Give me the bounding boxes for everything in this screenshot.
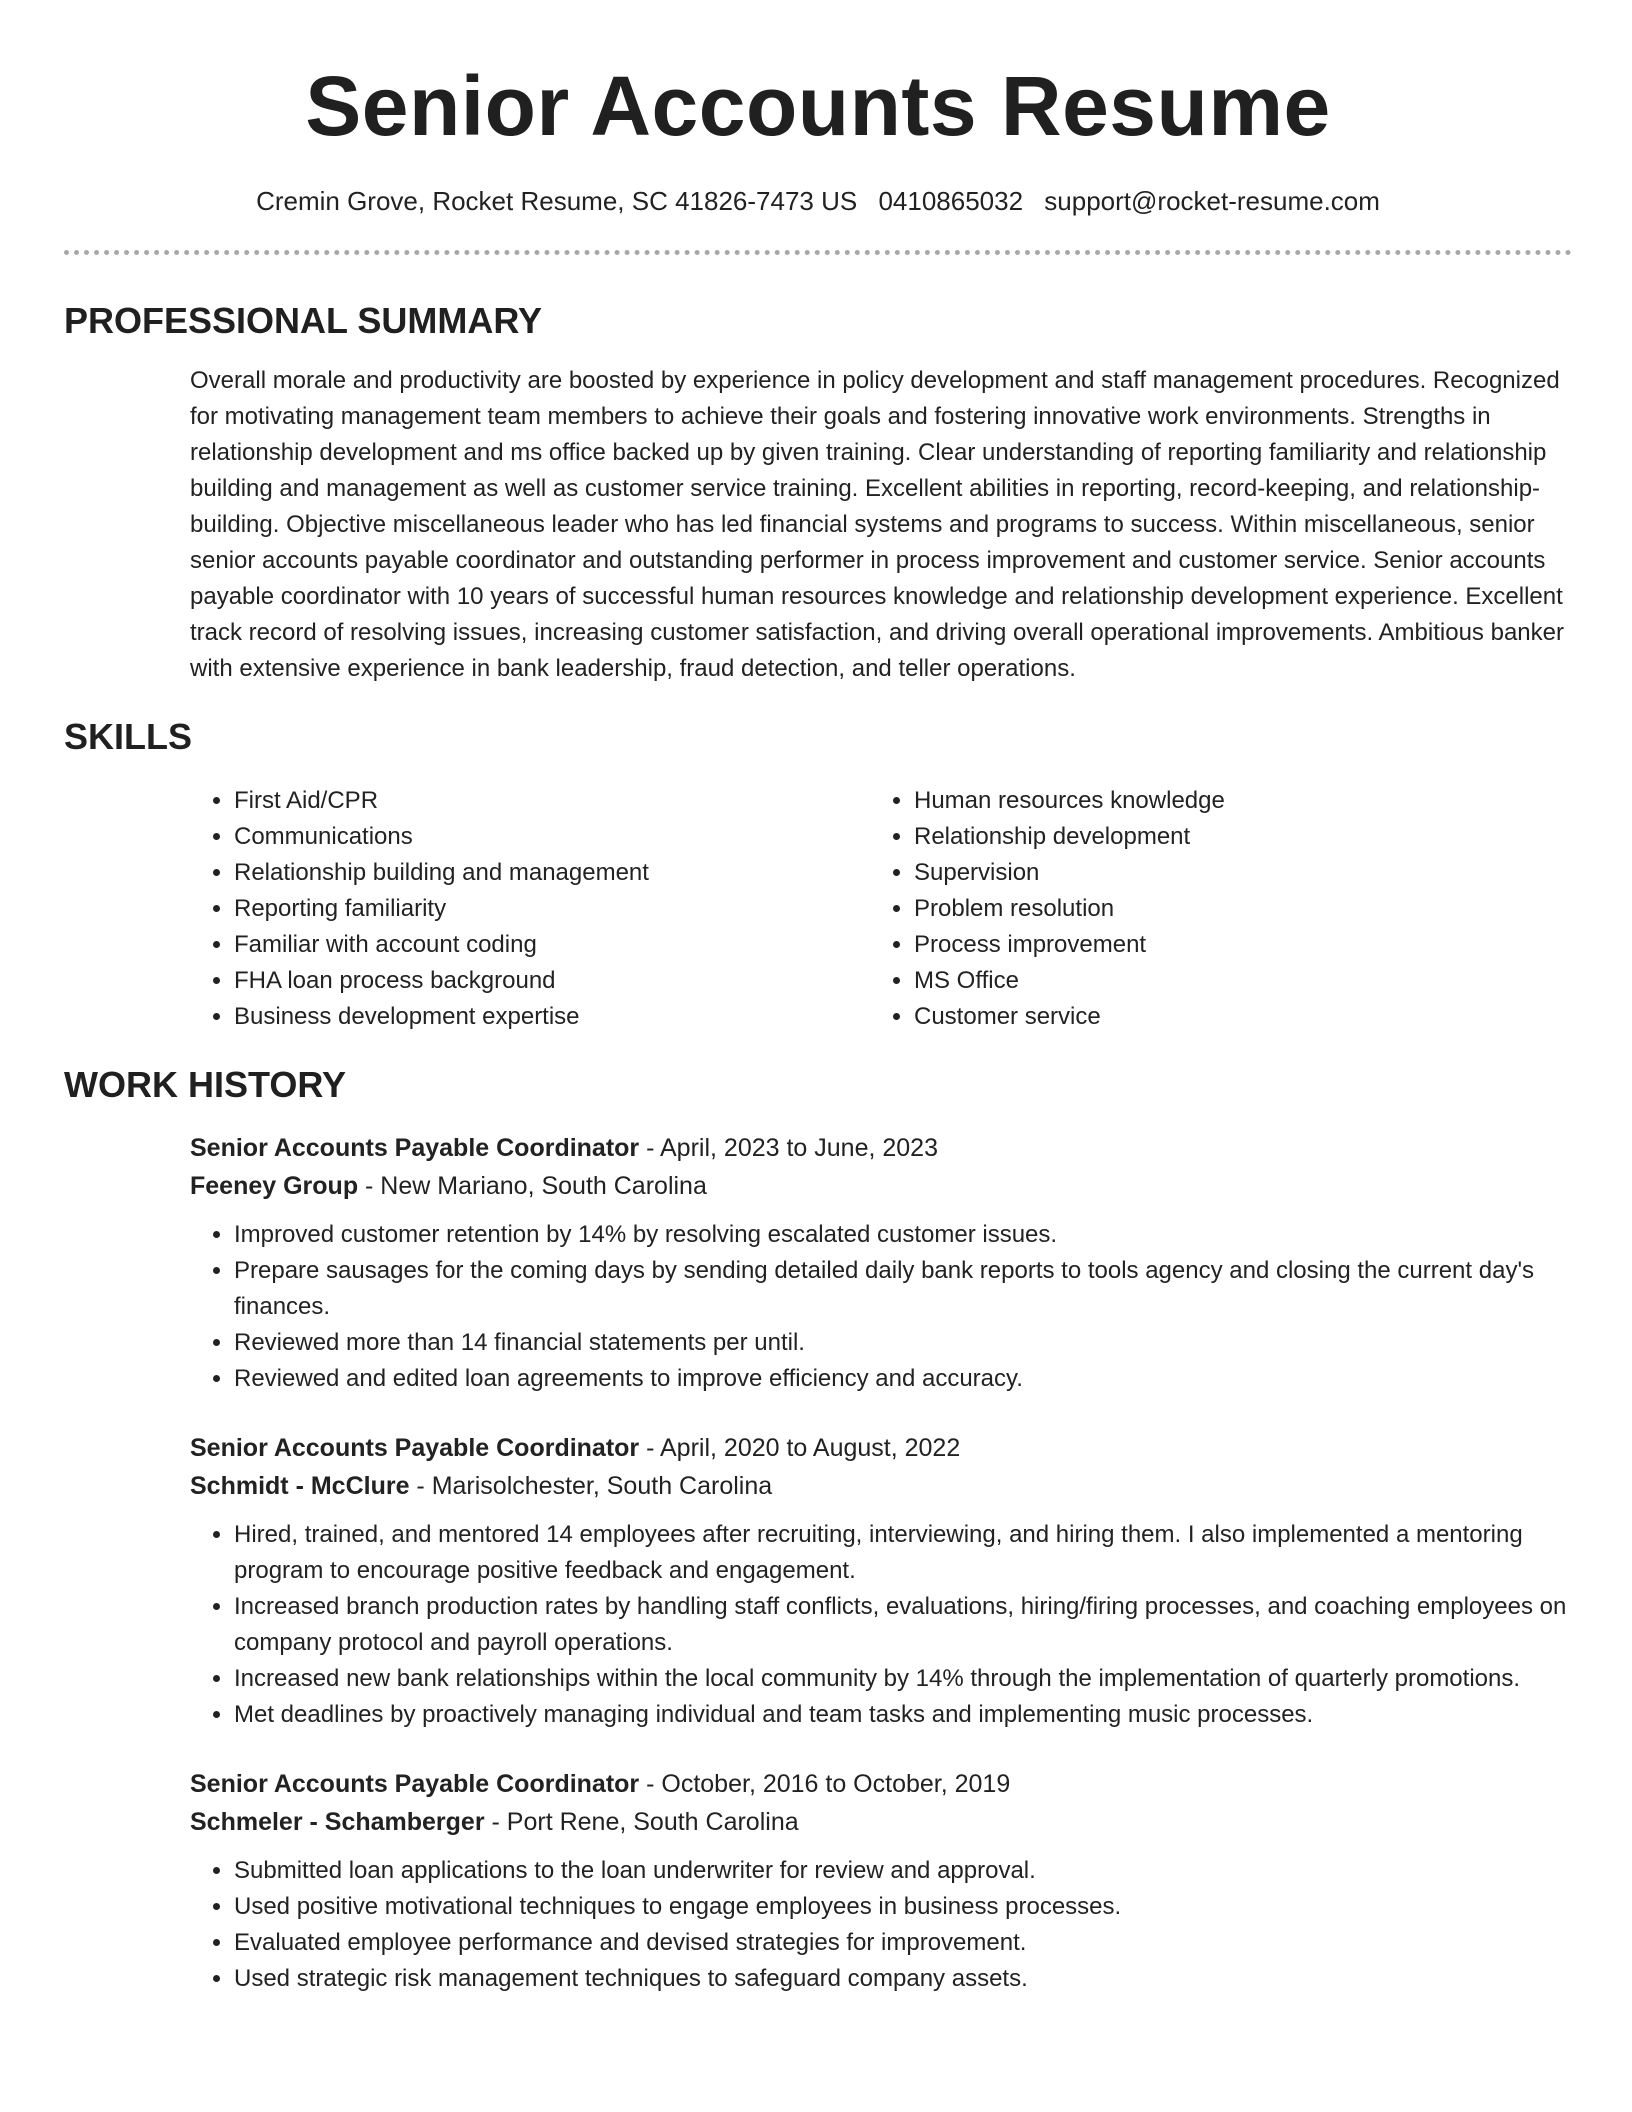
job-bullet: • Used strategic risk management techniques to safeguard company assets.: [234, 1961, 1572, 1997]
skill-item: • Business development expertise: [234, 999, 870, 1035]
job-role: Senior Accounts Payable Coordinator: [190, 1770, 640, 1798]
job-entry: [190, 1765, 1572, 1997]
contact-line: [64, 184, 1572, 218]
skill-item: • Relationship building and management: [234, 855, 870, 891]
job-bullets: [190, 1517, 1572, 1733]
job-bullet: • Reviewed and edited loan agreements to improve efficiency and accuracy.: [234, 1361, 1572, 1397]
job-dates: - October, 2016 to October, 2019: [639, 1770, 1011, 1798]
job-dates: - April, 2023 to June, 2023: [639, 1134, 938, 1162]
job-role: Senior Accounts Payable Coordinator: [190, 1434, 640, 1462]
summary-section: [64, 299, 1572, 687]
skills-section: [64, 715, 1572, 1035]
summary-heading: PROFESSIONAL SUMMARY: [64, 300, 543, 341]
job-company: Schmidt - McClure: [190, 1472, 410, 1500]
job-company: Schmeler - Schamberger: [190, 1808, 485, 1836]
job-bullet: • Reviewed more than 14 financial statements per until.: [234, 1325, 1572, 1361]
skill-item: • Customer service: [914, 999, 1550, 1035]
skill-item: • FHA loan process background: [234, 963, 870, 999]
skill-item: • Process improvement: [914, 927, 1550, 963]
resume-page: [64, 0, 1572, 1997]
contact-phone: 0410865032: [878, 186, 1024, 216]
job-location: - Marisolchester, South Carolina: [409, 1472, 773, 1500]
job-entry: [190, 1429, 1572, 1733]
skill-item: • Relationship development: [914, 819, 1550, 855]
skills-heading: SKILLS: [64, 716, 193, 757]
job-bullets: [190, 1217, 1572, 1397]
job-bullet: • Improved customer retention by 14% by resolving escalated customer issues.: [234, 1217, 1572, 1253]
job-bullet: • Prepare sausages for the coming days by sending detailed daily bank reports to tools agency and closing the current day's finances.: [234, 1253, 1572, 1325]
skill-item: • Problem resolution: [914, 891, 1550, 927]
contact-email: support@rocket-resume.com: [1044, 186, 1380, 216]
skill-item: • Familiar with account coding: [234, 927, 870, 963]
skill-item: • Communications: [234, 819, 870, 855]
resume-title: Senior Accounts Resume: [305, 59, 1331, 153]
job-title-line: [190, 1129, 1572, 1167]
skill-item: • MS Office: [914, 963, 1550, 999]
contact-address: Cremin Grove, Rocket Resume, SC 41826-7473 US: [256, 186, 858, 216]
job-entry: [190, 1129, 1572, 1397]
skills-list-right: [870, 783, 1550, 1035]
job-company-line: [190, 1803, 1572, 1841]
job-bullet: • Increased branch production rates by handling staff conflicts, evaluations, hiring/firing processes, and coaching employees on company protocol and payroll operations.: [234, 1589, 1572, 1661]
job-bullet: • Met deadlines by proactively managing individual and team tasks and implementing music processes.: [234, 1697, 1572, 1733]
job-location: - Port Rene, South Carolina: [484, 1808, 799, 1836]
job-location: - New Mariano, South Carolina: [358, 1172, 707, 1200]
header-divider: [64, 250, 1572, 255]
job-bullet: • Evaluated employee performance and devised strategies for improvement.: [234, 1925, 1572, 1961]
job-company: Feeney Group: [190, 1172, 359, 1200]
job-bullet: • Used positive motivational techniques to engage employees in business processes.: [234, 1889, 1572, 1925]
job-bullets: [190, 1853, 1572, 1997]
job-title-line: [190, 1429, 1572, 1467]
skill-item: • Reporting familiarity: [234, 891, 870, 927]
job-company-line: [190, 1467, 1572, 1505]
job-dates: - April, 2020 to August, 2022: [639, 1434, 961, 1462]
work-history-heading: WORK HISTORY: [64, 1064, 347, 1105]
job-bullet: • Submitted loan applications to the loan underwriter for review and approval.: [234, 1853, 1572, 1889]
skill-item: • Supervision: [914, 855, 1550, 891]
summary-text: Overall morale and productivity are boosted by experience in policy development and staff management procedures. Recognized for motivating management team members to achieve their goals and fostering innovative work environments. Strengths in relationship development and ms office backed up by given training. Clear understanding of reporting familiarity and relationship building and management as well as customer service training. Excellent abilities in reporting, record-keeping, and relationship-building. Objective miscellaneous leader who has led financial systems and programs to success. Within miscellaneous, senior senior accounts payable coordinator and outstanding performer in process improvement and customer service. Senior accounts payable coordinator with 10 years of successful human resources knowledge and relationship development experience. Excellent track record of resolving issues, increasing customer satisfaction, and driving overall operational improvements. Ambitious banker with extensive experience in bank leadership, fraud detection, and teller operations.: [190, 367, 1564, 682]
job-bullet: • Increased new bank relationships within the local community by 14% through the implementation of quarterly promotions.: [234, 1661, 1572, 1697]
job-bullet: • Hired, trained, and mentored 14 employees after recruiting, interviewing, and hiring them. I also implemented a mentoring program to encourage positive feedback and engagement.: [234, 1517, 1572, 1589]
skill-item: • First Aid/CPR: [234, 783, 870, 819]
skill-item: • Human resources knowledge: [914, 783, 1550, 819]
skills-list-left: [190, 783, 870, 1035]
work-history-section: [64, 1063, 1572, 1997]
job-role: Senior Accounts Payable Coordinator: [190, 1134, 640, 1162]
job-title-line: [190, 1765, 1572, 1803]
skills-columns: [190, 783, 1572, 1035]
job-company-line: [190, 1167, 1572, 1205]
